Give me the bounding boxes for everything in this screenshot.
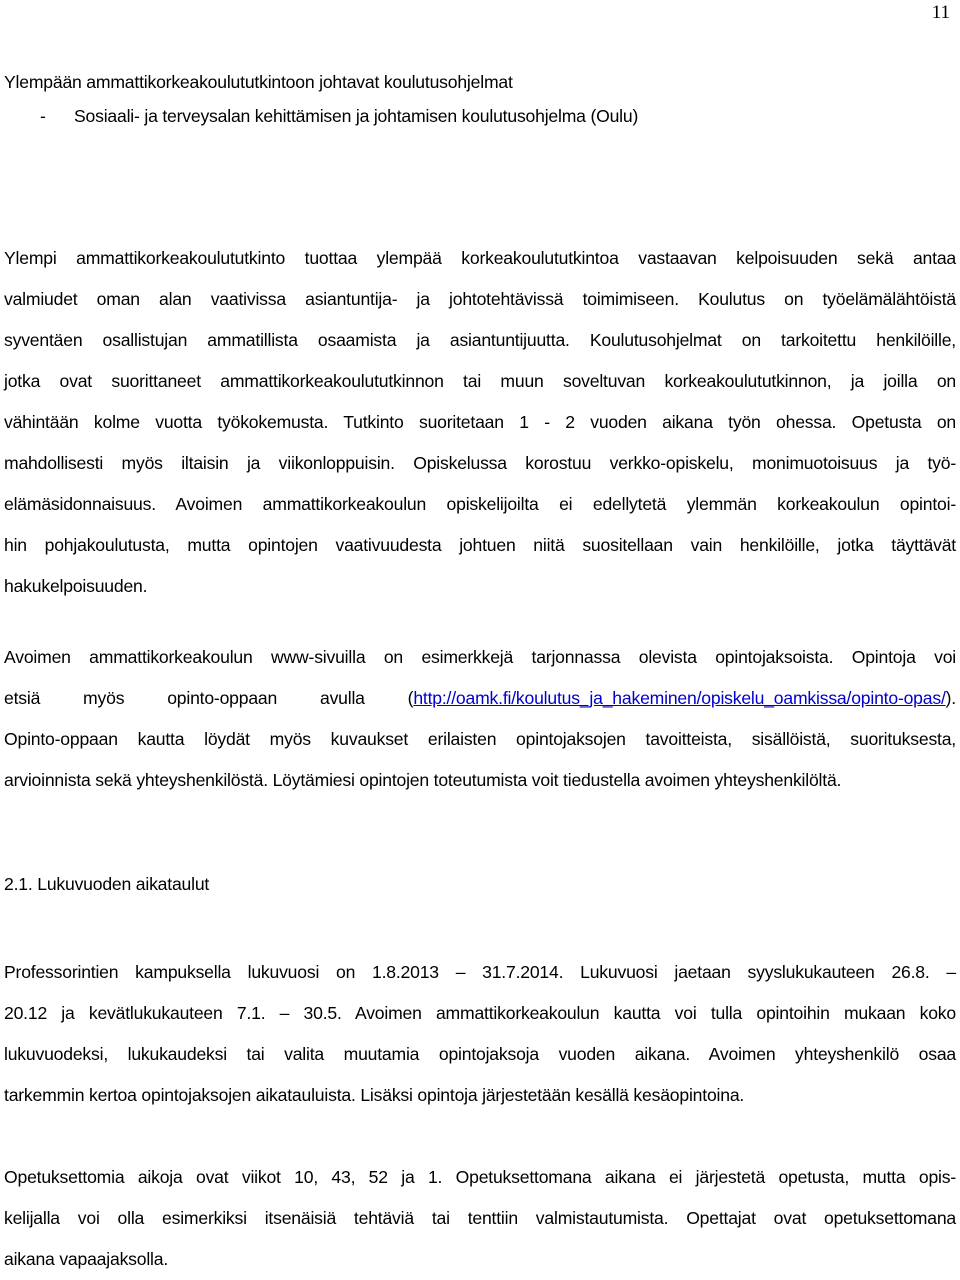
paragraph-degree-description	[4, 238, 956, 607]
paragraph-line: hin pohjakoulutusta, mutta opintojen vaativuudesta johtuen niitä suositellaan vain henkilöille, jotka täyttävät	[4, 535, 956, 555]
section-heading-schedule: 2.1. Lukuvuoden aikataulut	[4, 874, 210, 894]
study-guide-link[interactable]: http://oamk.fi/koulutus_ja_hakeminen/opiskelu_oamkissa/opinto-opas/	[413, 688, 946, 708]
paragraph-line: Opetuksettomia aikoja ovat viikot 10, 43, 52 ja 1. Opetuksettomana aikana ei järjestetä opetusta, mutta opis-	[4, 1167, 956, 1187]
paragraph-academic-year	[4, 952, 956, 1116]
paragraph-line-with-link	[4, 678, 956, 719]
paragraph-line: Avoimen ammattikorkeakoulun www-sivuilla on esimerkkejä tarjonnassa olevista opintojaksoista. Opintoja voi	[4, 647, 956, 667]
paragraph-line: vähintään kolme vuotta työkokemusta. Tutkinto suoritetaan 1 - 2 vuoden aikana työn ohessa. Opetusta on	[4, 412, 956, 432]
paragraph-line: tarkemmin kertoa opintojaksojen aikatauluista. Lisäksi opintoja järjestetään kesällä kesäopintoina.	[4, 1085, 745, 1105]
paragraph-line: 20.12 ja kevätlukukauteen 7.1. – 30.5. Avoimen ammattikorkeakoulun kautta voi tulla opintoihin mukaan koko	[4, 1003, 956, 1023]
paragraph-line: hakukelpoisuuden.	[4, 576, 148, 596]
paragraph-line: Professorintien kampuksella lukuvuosi on 1.8.2013 – 31.7.2014. Lukuvuosi jaetaan syyslukukauteen 26.8. –	[4, 962, 956, 982]
paragraph-line: syventäen osallistujan ammatillista osaamista ja asiantuntijuutta. Koulutusohjelmat on tarkoitettu henkilöille,	[4, 330, 956, 350]
programme-name: Sosiaali- ja terveysalan kehittämisen ja johtamisen koulutusohjelma (Oulu)	[74, 106, 639, 126]
programme-list-item	[40, 106, 638, 127]
list-dash: -	[40, 106, 46, 126]
paragraph-line: aikana vapaajaksolla.	[4, 1249, 169, 1269]
link-outro-text: ).	[945, 688, 956, 708]
paragraph-line: Ylempi ammattikorkeakoulututkinto tuottaa ylempää korkeakoulututkintoa vastaavan kelpoisuuden sekä antaa	[4, 248, 956, 268]
paragraph-line: Opinto-oppaan kautta löydät myös kuvaukset erilaisten opintojaksojen tavoitteista, sisällöistä, suorituksesta,	[4, 729, 956, 749]
paragraph-line: lukuvuodeksi, lukukaudeksi tai valita muutamia opintojaksoja vuoden aikana. Avoimen yhteyshenkilö osaa	[4, 1044, 956, 1064]
paragraph-line: kelijalla voi olla esimerkiksi itsenäisiä tehtäviä tai tenttiin valmistautumista. Opettajat ovat opetuksettomana	[4, 1208, 956, 1228]
page-number: 11	[931, 2, 950, 23]
paragraph-line: jotka ovat suorittaneet ammattikorkeakoulututkinnon tai muun soveltuvan korkeakoulututkinnon, ja joilla on	[4, 371, 956, 391]
paragraph-open-university	[4, 637, 956, 801]
heading-programmes: Ylempään ammattikorkeakoulututkintoon johtavat koulutusohjelmat	[4, 72, 513, 92]
paragraph-line: mahdollisesti myös iltaisin ja viikonloppuisin. Opiskelussa korostuu verkko-opiskelu, monimuotoisuus ja työ-	[4, 453, 956, 473]
paragraph-line: elämäsidonnaisuus. Avoimen ammattikorkeakoulun opiskelijoilta ei edellytetä ylemmän korkeakoulun opintoi-	[4, 494, 956, 514]
paragraph-line: arvioinnista sekä yhteyshenkilöstä. Löytämiesi opintojen toteutumista voit tiedustella avoimen yhteyshenkilöltä.	[4, 770, 842, 790]
link-intro-text: etsiä myös opinto-oppaan avulla (	[4, 688, 414, 708]
paragraph-no-teaching-weeks	[4, 1157, 956, 1280]
paragraph-line: valmiudet oman alan vaativissa asiantuntija- ja johtotehtävissä toimimiseen. Koulutus on työelämälähtöistä	[4, 289, 956, 309]
